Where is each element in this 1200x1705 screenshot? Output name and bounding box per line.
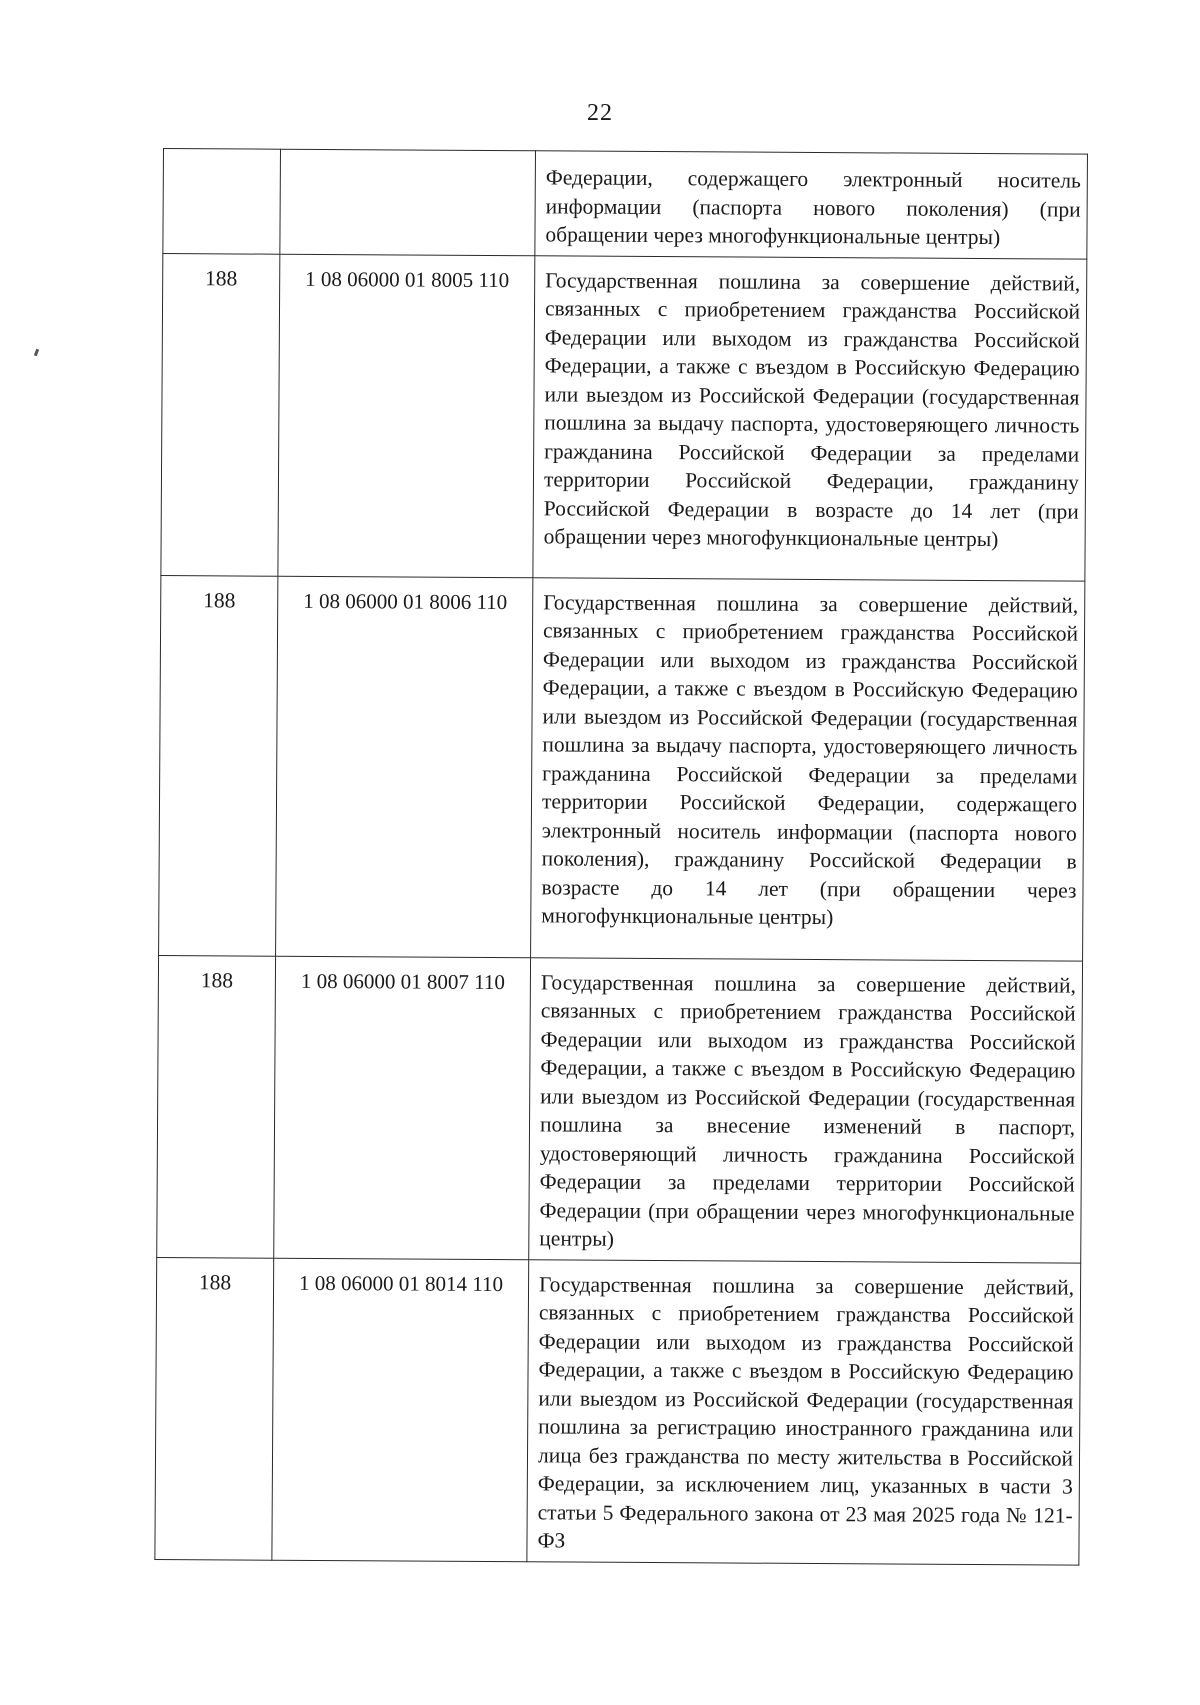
admin-code-cell (163, 149, 281, 254)
scan-mark (34, 349, 39, 357)
budget-code-cell (280, 149, 536, 255)
description-cell: Государственная пошлина за совершение действий, связанных с приобретением гражданства Российской Федерации или выходом из гражданства Российской Федерации, а также с въездом в Российскую Федерацию или выездом из Российской Федерации (государственная пошлина за регистрацию иностранного гражданина или лица без гражданства по месту жительства в Российской Федерации, за исключением лиц, указанных в части 3 статьи 5 Федерального закона от 23 мая 2025 года № 121-ФЗ (527, 1259, 1081, 1564)
budget-code-cell: 1 08 06000 01 8005 110 (278, 254, 535, 578)
table-row (161, 253, 1087, 581)
description-cell: Федерации, содержащего электронный носитель информации (паспорта нового поколения) (при обращении через многофункциональные центры) (535, 151, 1088, 259)
admin-code-cell: 188 (157, 955, 276, 1258)
description-cell: Государственная пошлина за совершение действий, связанных с приобретением гражданства Российской Федерации или выходом из гражданства Российской Федерации, а также с въездом в Российскую Федерацию или выездом из Российской Федерации (государственная пошлина за внесение изменений в паспорт, удостоверяющий личность гражданина Российской Федерации за пределами территории Российской Федерации (при обращении через многофункциональные центры) (529, 957, 1083, 1262)
description-cell: Государственная пошлина за совершение действий, связанных с приобретением гражданства Российской Федерации или выходом из гражданства Российской Федерации, а также с въездом в Российскую Федерацию или выездом из Российской Федерации (государственная пошлина за выдачу паспорта, удостоверяющего личность гражданина Российской Федерации за пределами территории Российской Федерации, гражданину Российской Федерации в возрасте до 14 лет (при обращении через многофункциональные центры) (533, 255, 1087, 580)
page-number: 22 (587, 100, 613, 126)
description-cell: Государственная пошлина за совершение действий, связанных с приобретением гражданства Российской Федерации или выходом из гражданства Российской Федерации, а также с въездом в Российскую Федерацию или выездом из Российской Федерации (государственная пошлина за выдачу паспорта, удостоверяющего личность гражданина Российской Федерации за пределами территории Российской Федерации, содержащего электронный носитель информации (паспорта нового поколения), гражданину Российской Федерации в возрасте до 14 лет (при обращении через многофункциональные центры) (531, 577, 1085, 960)
budget-code-cell: 1 08 06000 01 8006 110 (276, 576, 533, 958)
table-row (157, 955, 1083, 1263)
table-row (155, 1257, 1081, 1565)
budget-code-cell: 1 08 06000 01 8014 110 (272, 1258, 529, 1562)
table-row (163, 149, 1088, 259)
budget-codes-table (154, 148, 1088, 1565)
admin-code-cell: 188 (161, 253, 280, 576)
admin-code-cell: 188 (155, 1257, 274, 1560)
admin-code-cell: 188 (159, 575, 278, 956)
table-row (159, 575, 1085, 961)
budget-code-cell: 1 08 06000 01 8007 110 (274, 956, 531, 1260)
